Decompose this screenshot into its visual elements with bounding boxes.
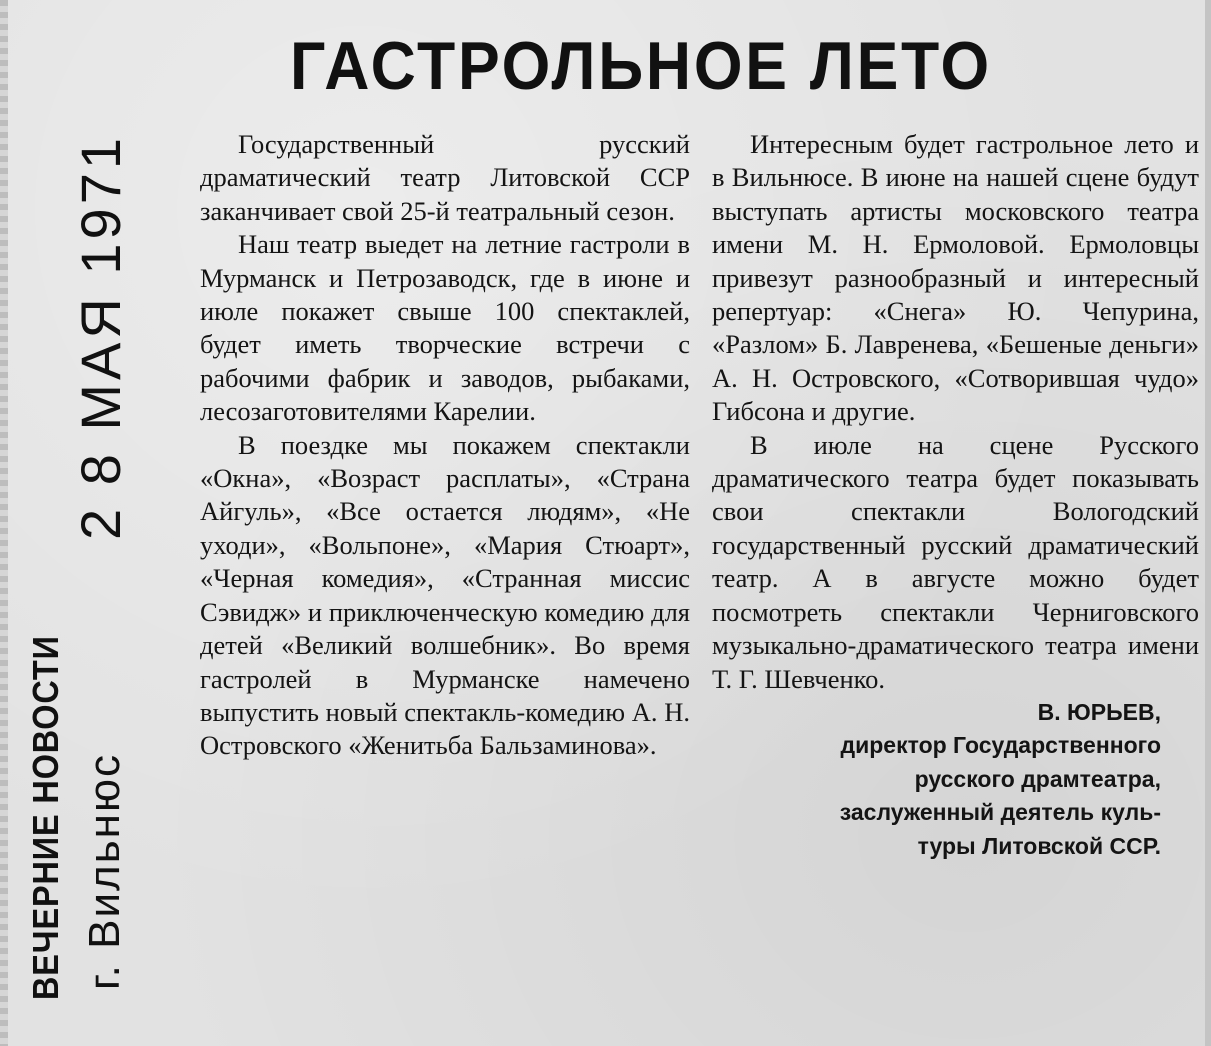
author-title-line: русского драмтеатра, [914,765,1161,792]
scan-right-edge [1205,0,1211,1046]
author-name: В. ЮРЬЕВ, [1037,698,1161,725]
paragraph: Наш театр выедет на летние гастроли в Мурманск и Петрозаводск, где в июне и июле покажет свыше 100 спектаклей, будет иметь творческие встречи с рабочими фабрик и заводов, рыбаками, лесозаготовителями Карелии. [200,229,690,427]
headline: ГАСТРОЛЬНОЕ ЛЕТО [290,28,992,104]
scan-left-edge [0,0,8,1046]
author-signature [712,696,1199,863]
article-left-column [200,128,690,763]
date-stamp: 2 8 МАЯ 1971 [69,134,132,540]
city-stamp: г. Вильнюс [80,753,129,990]
paragraph: Государственный русский драматический театр Литовской ССР заканчивает свой 25-й театральный сезон. [200,129,690,226]
author-title-line: туры Литовской ССР. [917,832,1161,859]
paragraph: Интересным будет гастрольное лето и в Вильнюсе. В июне на нашей сцене будут выступать артисты московского театра имени М. Н. Ермоловой. Ермоловцы привезут разнообразный и интересный репертуар: «Снега» Ю. Чепурина, «Разлом» Б. Лавренева, «Бешеные деньги» А. Н. Островского, «Сотворившая чудо» Гибсона и другие. [712,129,1199,427]
paragraph: В поездке мы покажем спектакли «Окна», «Возраст расплаты», «Страна Айгуль», «Все остается людям», «Не уходи», «Вольпоне», «Мария Стюарт», «Черная комедия», «Странная миссис Сэвидж» и приключенческую комедию для детей «Великий волшебник». Во время гастролей в Мурманске намечено выпустить новый спектакль-комедию А. Н. Островского «Женитьба Бальзаминова». [200,429,690,761]
author-title-line: директор Государственного [840,732,1161,759]
paragraph: В июле на сцене Русского драматического театра будет показывать свои спектакли Вологодский государственный русский драматический театр. А в августе можно будет посмотреть спектакли Черниговского музыкально-драматического театра имени Т. Г. Шевченко. [712,429,1199,694]
author-title-line: заслуженный деятель куль- [839,799,1161,826]
article-right-column [712,128,1199,863]
newspaper-name-stamp: ВЕЧЕРНИЕ НОВОСТИ [25,635,66,1000]
